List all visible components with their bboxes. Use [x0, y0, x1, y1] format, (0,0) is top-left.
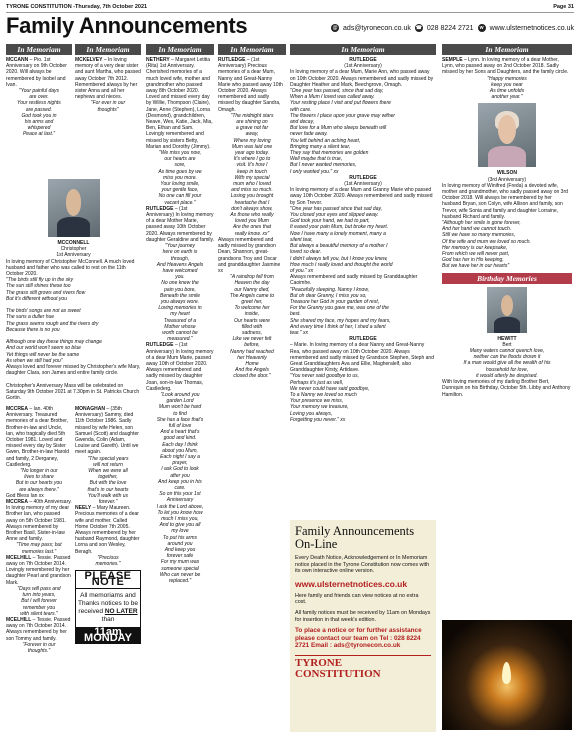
candle-flame [502, 662, 511, 684]
photo-wilson [478, 103, 536, 167]
notice-name: WILSON [497, 170, 517, 177]
notice-name: MCCONNELL [57, 240, 90, 246]
tyrone-constitution-logo [295, 655, 431, 680]
notice-poem: "The midnight stars are shining on a grave not far away, Where my loving Mum was laid one year ago today. It's where I go to visit. It's how I keep in touch With my special mum who I loved and miss so much. Losing you brought heartache that I don't always show, As those who really loved you Mum Are the ones that really know. xx" [230, 112, 274, 237]
notice-poem: "Your journey here on earth is through, And Heavens Angels have welcomed you. No one knew the pain you bore, Beneath the smile you always wore. Loving memories in my heart Treasured of a Mother whose worth cannot be measured." [156, 243, 204, 343]
online-body-2: Here family and friends can view notices at no extra cost. [295, 592, 419, 606]
section-header: In Memoriam [75, 44, 141, 55]
notice-text: In loving memory of Christopher McConnell. A much loved husband and father who was called to rest on the 11th October 2020. [6, 258, 135, 278]
notice-name: MCELHILL [6, 616, 32, 623]
notice-text: – Tessie. Passed away on 7th October 2014. Lovingly remembered by her daughter Pearl and grandson Mark. [6, 554, 71, 586]
notice-caption: (3rd Anniversary) [487, 176, 527, 183]
page-number: Page 31 [553, 4, 574, 10]
notice-text: – Tessie. Passed away on 7th October 2014. Always remembered by her son Tommy and family. [6, 616, 71, 642]
notice-poem: "Precious memories." [95, 554, 121, 568]
notice-poem: "The special years will not return When we were all together, But with the love that's in our hearts You'll walk with us forever." [87, 455, 129, 506]
please-note-text: than [101, 615, 115, 623]
notice-poem: Many waters cannot quench love, neither can the floods drown it If a man would give all the wealth of his household for love, it would utterly be despised. [463, 348, 551, 379]
notice-name: RUTLEDGE [146, 342, 174, 349]
notice-text: – In loving memory of a very dear sister and aunt Martha, who passed away October 7th 2012. Remembered always by her sister Anna and all her nephews and nieces. [75, 57, 141, 101]
online-cta: To place a notice or for further assistance please contact our team on Tel : 028 8224 2721 Email : ads@tyronecon.co.uk [295, 627, 422, 650]
phone-icon: ☎ [415, 25, 422, 31]
notice-poem: "Forever in our thoughts." [22, 641, 56, 654]
section-header: In Memoriam [146, 44, 214, 55]
notice-poem: "Days will pass and turn into years, But I will forever remember you with silent tears." [17, 585, 61, 617]
notice-text: – 40th Anniversary. In loving memory of my dear Brother Ian, who passed away on 5th October 1981. Always remembered by Brother Basil, Sister-in-law Anne and family. [6, 499, 72, 543]
contact-strip [331, 24, 574, 32]
notice-poem: "Happy memories keep you near As time unfolds another year." [487, 75, 527, 101]
section-header: In Memoriam [218, 44, 286, 55]
logo-top: TYRONE [295, 656, 343, 669]
birthday-section-header: Birthday Memories [442, 273, 572, 284]
notice-name: MCCANN [6, 57, 29, 63]
column-3 [146, 44, 214, 732]
notice-text: Always remembered and sadly missed by grandson Dean, Shannon, great-grandsons Troy and Oscar and granddaughter Jasmine xx [218, 236, 281, 274]
candle-image [442, 620, 572, 730]
please-note-body [76, 589, 140, 627]
notice-poem: "Your painful days are over. Your restless nights are passed. God took you in his arms and whispered Peace at last." [17, 88, 61, 138]
notice-text: Lovingly remembered and missed by sisters Betty, Marian and Dorothy (Jimmy). [146, 131, 211, 150]
please-note-emphasis: NO LATER [104, 607, 138, 615]
notice-text: In loving memory of a dear Mum, Marie Ann, who passed away on 10th October 2020. Always remembered and sadly missed by Daughter Heather and Mark, Beechgrove, Omagh. [290, 69, 434, 88]
notice-name: MONAGHAN [75, 406, 105, 412]
page-title: Family Announcements [6, 13, 248, 38]
notice-text: – (1st Anniversary) In loving memory of a dear Mum Marie, passed away 10th of October 2020. Always remembered and sadly missed by daughter Joan, son-in-law Thomas, Castlederg. [146, 342, 214, 392]
notice-name: NETHERY [146, 57, 170, 63]
notice-text: In loving memory of Winifred (Freda) a devoted wife, mother and grandmother, who sadly passed away on 3rd October 2018. Will always be remembered by her husband Bryan, son Colyn, wife Allison and family, son Trevor, wife Sonia and family and daughter Lorraine, husband Richard and family. [442, 182, 568, 220]
notice-name: NEELY [75, 505, 92, 512]
logo-bottom: CONSTITUTION [295, 667, 381, 680]
notice-poem: "Look around you garden Lord Mum won't be hard to find She has a face that's full of love And a heart that's good and kind. Each day I think about you Mum, Each night I say a prayer, I ask God to look after you And keep you in his care. So on this your 1st Anniversary I ask the Lord above, To let you know how much I miss you, And to give you all my love To put his arms around you And keep you forever safe For my mum was someone special Who can never be replaced." [156, 391, 204, 585]
notice-name: RUTLEDGE [349, 174, 377, 181]
please-note-box [75, 570, 141, 644]
please-note-title: PLEASE NOTE [76, 571, 140, 588]
notice-poem: "We miss you now, our hearts are sore, As time goes by we miss you more. Your loving smile, your gentle face, No one can fill your vacant place." [158, 150, 202, 206]
notice-text: – Margaret Letitia (Rita) 1st Anniversary. Cherished memories of a much loved wife, mother and grandmother who passed away 8th October 2020. Loved and missed every day by Willie, Thompson (Claire), Jane, Anne (Stephen), Lorna (Desmond), grandchildren, Neave, Wes, Katie, Jack, Mia, Ben, Ethan and Sam. [146, 57, 213, 132]
column-6 [442, 44, 572, 618]
online-promo-box [290, 520, 436, 732]
contact-email[interactable]: ads@tyronecon.co.uk [343, 24, 411, 32]
online-heading: Family Announcements On-Line [295, 524, 415, 551]
column-4 [218, 44, 286, 514]
notice-text: God Bless Ian xx [6, 492, 44, 499]
notice-poem: "A raindrop fell from Heaven the day our Nanny died, The Angels came to greet her, To welcome her inside, Our hearts were filled with sadness, Like we never felt before, Nanny had reached her Heavenly Home And the Angels closed the door." [229, 274, 275, 380]
notice-name: RUTLEDGE [349, 336, 377, 343]
notice-name: RUTLEDGE [349, 57, 377, 63]
notice-name: SEMPLE [442, 57, 463, 63]
notice-text: Always loved and forever missed by Christopher's wife Mary, daughter Clara, son James and entire family circle. Christopher's Anniversary Mass will be celebrated on Saturday 9th October 2021 at 7.30pm in St. Patricks Church Gortin. [6, 364, 141, 401]
notice-poem: "For ever in our thoughts" [90, 100, 126, 113]
notice-text: – Pio. 1st Anniversary on 9th October 2020. Will always be remembered by Isobel and Ivan. [6, 57, 67, 88]
notice-text: With loving memories of my darling Brother Bert, Dunnquin on his Birthday, October 5th. Libby and Anthony Hamilton. [442, 379, 571, 398]
notice-name: RUTLEDGE [218, 57, 246, 63]
notice-name: MCKELVEY [75, 57, 103, 63]
notice-caption: Christopher 1st Anniversary [56, 246, 91, 259]
section-header: In Memoriam [6, 44, 72, 55]
notice-text: Always remembered and sadly missed by Granddaughter Caoimhe. [290, 274, 418, 287]
please-note-text: All memoriams and Thanks notices to be received [78, 591, 138, 615]
paper-dateline: TYRONE CONSTITUTION -Thursday, 7th October 2021 [6, 4, 148, 10]
notice-text: In loving memory of a dear Mum and Granny Marie who passed away 10th October 2020. Always remembered and sadly missed by Son Trevor. [290, 187, 433, 206]
web-icon: w [478, 24, 486, 32]
notice-text: – Mary Maureen. Precious memories of a dear wife and mother. Called Home October 7th 2005. Always remembered by her husband Raymond, daughter Lorna and son Wesley, Beragh. [75, 505, 140, 555]
notice-caption: (1st Anniversary) [344, 181, 382, 188]
section-header: In Memoriam [290, 44, 436, 55]
email-icon: @ [332, 25, 338, 31]
notice-caption: Bert [502, 341, 512, 348]
notice-poem: "One year has passed since that sad day, You closed your eyes and slipped away. God took your hand, we had to part, It eased your pain Mum, but broke my heart. Now I have many a lonely moment, many a silent tear, But always a beautiful memory of a mother I loved so dear. I didn't always tell you, but I know you knew, How much I really loved and thought the world of you." xx [290, 205, 393, 274]
notice-name: MCELHILL [6, 554, 32, 561]
photo-christopher [48, 179, 100, 237]
column-2-lower [75, 406, 141, 732]
notice-poem: "Peacefully sleeping. Nanny I know, But oh dear Granny, I miss you so, Treasure her God in your garden of rest, For the Granny you gave me, was one of the best. She shared my face, my hopes and my fears, And every time I think of her, I shed a silent tear." xx [290, 286, 391, 336]
notice-text: – (35th Anniversary) Sammy, died 11th October 1986. Sadly missed by wife Helen, son Samuel (Scott) and daughter Gwenda, Colin (Adam, Louise and Gareth). Until we meet again. [75, 406, 139, 456]
contact-phone[interactable]: 028 8224 2721 [426, 24, 474, 32]
column-1-lower [6, 406, 72, 732]
notice-poem: "Although her smile is gone forever, And her hand we cannot touch. Still we have so many memories, Of the wife and mum we loved so much. Her memory is our keepsake, From which we will never part, God has her in His keeping, But we have her in our hearts" [442, 220, 531, 270]
notice-poem: "Time may pass; but memories last." [16, 542, 62, 555]
notice-text: – (1st Anniversary) Precious memories of a dear Mum, Nanny and Great-Nanny Marie who passed away 10th October 2020. Always remembered and sadly missed by daughter Sandra, Omagh. [218, 57, 283, 113]
notice-name: RUTLEDGE [146, 205, 174, 212]
please-note-deadline: 11am MONDAY [76, 627, 140, 643]
contact-web[interactable]: www.ulsternetnotices.co.uk [489, 24, 574, 32]
notice-poem: "One year has passed, since that sad day, When a Mum I loved was called away. Your resting place I visit and put flowers there with care. The flowers I place upon your grave may wither and decay, But love for a Mum who sleeps beneath will never fade away. You left behind an aching heart, Bringing many a silent tear, They say that memories are golden Well maybe that is true, But I never wanted memories, I only wanted you." xx [290, 88, 396, 175]
notice-poem: "You never said goodbye to us, Perhaps it's just as well, We never could have said goodbye, To a Nanny we loved so much Your presence we miss, Your memory we treasure, Loving you always, Forgetting you never." xx [290, 373, 370, 423]
mcconnell-block [6, 176, 141, 401]
notice-name: MCCREA [6, 406, 28, 412]
notice-text: – Lynn. In loving memory of a dear Mother, Lynn, who passed away on 2nd October 2018. Sadly missed by her Sons and Daughters, and the family circle. [442, 57, 569, 76]
masthead-bar [6, 3, 574, 13]
notice-caption: (1st Anniversary) [344, 63, 382, 70]
notice-poem: "The birds still fly up in the sky The sun still shines these too The grass still grows and rivers flow But it's different without you The birds' songs are not as sweet The suns a duller hue The grass seems rough and the rivers dry Because there is no you Although one day these things may change And our world won't seem so blue Yet things will never be the same As when we still had you" [6, 277, 102, 364]
notice-poem: "No longer in our lives to share But in our hearts you are always there." [15, 468, 63, 493]
notice-text: – Ian. 40th Anniversary. Treasured memories of a dear Brother, Brother-in-law and Uncle, Ian, who tragically died 5th October 1981. Loved and missed every day by Sister Gwen, Brother-in-law Harold and family, 2 Derganey, Castlederg. [6, 406, 70, 468]
online-url-link[interactable]: www.ulsternetnotices.co.uk [295, 578, 408, 589]
online-body-3: All family notices must be received by 11am on Mondays for insertion in that week's edition. [295, 609, 431, 623]
notice-name: MCCREA [6, 499, 28, 506]
notice-text: – (1st Anniversary) In loving memory of a dear Mother Marie, passed away 10th October 2020. Always remembered by daughter Geraldine and family. [146, 205, 214, 243]
notice-text: – Marie. In loving memory of a dear Nanny and Great-Nanny Rea, who passed away on 10th October 2020. Always remembered and sadly missed by Grandson Stephen, Steph and Great Granddaughters Ava and Ellie, Magheralelf, also Granddaughter Kirsty, Artidave. [290, 342, 434, 374]
notice-name: HEWITT [497, 335, 517, 342]
column-5 [290, 44, 436, 518]
section-header: In Memoriam [442, 44, 572, 55]
photo-hewitt [487, 287, 527, 333]
online-body: Every Death Notice, Acknowledgement or In Memoriam notice placed in the Tyrone Constitution now comes with its own interactive online version. [295, 555, 430, 575]
